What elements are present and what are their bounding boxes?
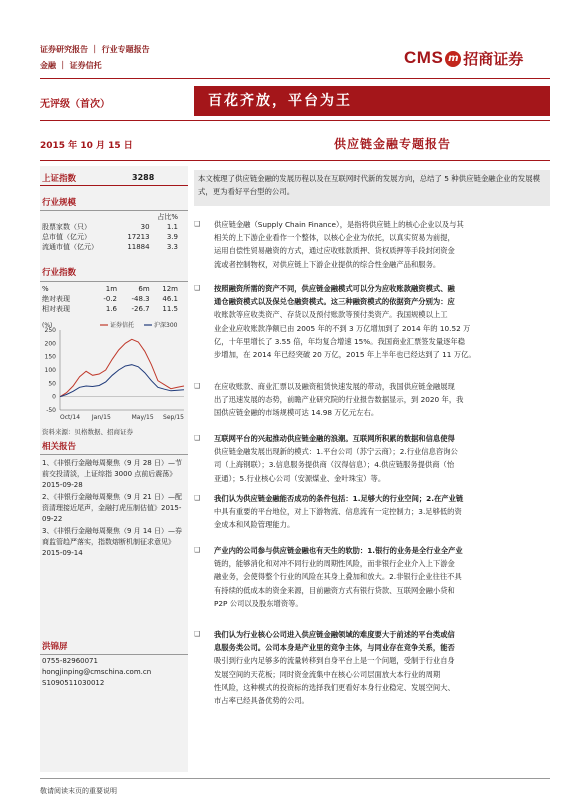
logo-emblem-icon: m (445, 51, 461, 67)
analyst-email[interactable]: hongjinping@cmschina.com.cn (42, 668, 152, 676)
bullet-square-icon: ❑ (194, 382, 201, 390)
bullet-line: 运用自偿性贸易融资的方式，通过应收账款质押、货权质押等手段封闭资金 (214, 246, 455, 256)
report-date: 2015 年 10 月 15 日 (40, 141, 133, 151)
perf-value: -48.3 (131, 295, 150, 303)
perf-header: 行业指数 (42, 268, 77, 278)
reports-header: 相关报告 (42, 442, 77, 452)
scale-value: 11884 (127, 243, 150, 251)
bullet-line: 产业内的公司参与供应链金融也有天生的软肋：1.银行的业务是全行业全产业 (214, 546, 463, 555)
x-tick-label: May/15 (131, 414, 154, 421)
bullet-line: 供应链金融（Supply Chain Finance），是指将供应链上的核心企业以及与其 (214, 220, 464, 229)
bullet-line: 按照融资所需的资产不同，供应链金融模式可以分为应收账款融资模式、融 (214, 284, 455, 293)
x-tick-label: Sep/15 (163, 414, 184, 421)
report-sector: 金融 ｜ 证券信托 (40, 61, 102, 70)
bullet-item (194, 628, 550, 707)
related-report-2[interactable]: 2、《非银行金融每周聚焦（9 月 21 日）—配资清理接近尾声，金融打虎压制估值》2015-09-22 (42, 493, 182, 523)
headline: 百花齐放，平台为王 (208, 93, 352, 109)
y-tick-label: 150 (44, 353, 56, 361)
scale-col-header: 占比% (157, 213, 178, 221)
bullet-item (194, 492, 550, 532)
index-value: 3288 (132, 173, 155, 182)
bullet-line: 性风险，这种模式的投资标的选择我们更看好本身行业稳定、发展空间大、 (214, 682, 455, 692)
logo-latin: CMS (404, 48, 444, 67)
scale-value: 30 (140, 223, 150, 231)
summary-box (194, 170, 550, 206)
perf-label: 相对表现 (42, 305, 70, 313)
logo-chinese: 招商证券 (463, 50, 524, 68)
scale-divider (40, 210, 188, 211)
bullet-line: 收账款等应收类资产、存货以及预付账款等预付类资产。我国规模以上工 (214, 310, 448, 320)
bullet-line: 融业务，会使得整个行业的风险在其身上叠加和放大。2.非银行企业往往不具 (214, 572, 462, 582)
bullet-line: 金成本和风险管理能力。 (214, 520, 295, 530)
footer-note: 敬请阅读末页的重要说明 (40, 787, 117, 795)
bullet-line: 我们认为供应链金融能否成功的条件包括：1.足够大的行业空间；2.在产业链 (214, 494, 464, 503)
rating: 无评级（首次） (40, 99, 110, 110)
bullet-line: 相关的上下游企业看作一个整体，以核心企业为依托，以真实贸易为前提， (214, 233, 455, 243)
scale-header: 行业规模 (42, 198, 77, 208)
perf-value: 46.1 (162, 295, 178, 303)
bullet-line: 步增加，在 2014 年已经突破 20 万亿，2015 年上半年也已经达到了 11 万亿。 (214, 350, 476, 360)
scale-pct: 1.1 (166, 223, 178, 231)
table-row (42, 222, 178, 232)
header-rule (40, 78, 550, 79)
bullet-line: 互联网平台的兴起推动供应链金融的浪潮。互联网所积累的数据和信息使得 (214, 434, 455, 443)
perf-label: 绝对表现 (42, 295, 70, 303)
perf-value: -26.7 (131, 305, 150, 313)
perf-value: 1.6 (105, 305, 118, 313)
scale-table (42, 212, 178, 252)
bullet-line: 发展空间的天花板；同时资金流集中在核心公司层面放大本行业的周期 (214, 669, 441, 679)
perf-value: -0.2 (103, 295, 118, 303)
bullet-line: 有持续的低成本的资金来源，目前融资方式有银行贷款、互联网金融小贷和 (214, 585, 455, 595)
scale-pct: 3.9 (166, 233, 178, 241)
bullet-line: 亿，十年里增长了 3.55 倍，年均复合增速 15%。我国商业汇票签发量逐年稳 (214, 336, 466, 346)
y-tick-label: -50 (46, 407, 56, 414)
analyst-divider (40, 654, 188, 655)
scale-label: 流通市值（亿元） (42, 243, 98, 251)
table-row (42, 304, 178, 314)
scale-pct: 3.3 (166, 243, 178, 251)
bullet-square-icon: ❑ (194, 434, 201, 442)
bullet-square-icon: ❑ (194, 494, 201, 502)
bullet-line: 链的，能够消化和对冲不同行业的周期性风险，而非银行企业介入上下游金 (214, 559, 455, 569)
bullet-line: 业企业应收账款净额已由 2005 年的不到 3 万亿增加到了 2014 年的 10.52 万 (214, 323, 471, 333)
date-rule (40, 160, 550, 161)
scale-label: 总市值（亿元） (42, 233, 91, 241)
title-rule (40, 120, 550, 121)
bullet-line: 流或者控制物权，对供应链上下游企业提供的综合性金融产品和服务。 (214, 259, 441, 269)
related-report-3[interactable]: 3、《非银行金融每周聚焦（9 月 14 日）—券商监管趋严落实，指数熔断机制征求意见》2015-09-14 (42, 527, 182, 557)
y-tick-label: 250 (44, 327, 56, 334)
legend-label: 证券信托 (110, 322, 135, 329)
report-title: 供应链金融专题报告 (334, 137, 452, 151)
analyst-phone: 0755-82960071 (42, 657, 98, 665)
index-label: 上证指数 (42, 174, 77, 184)
perf-col: 12m (162, 285, 178, 293)
bullet-item (194, 218, 550, 271)
report-type: 证券研究报告 ｜ 行业专题报告 (40, 45, 150, 54)
bullet-line: 供应链金融发展出现新的模式：1.平台公司（苏宁云商）；2.行业信息咨询公 (214, 447, 458, 457)
scale-value: 17213 (127, 233, 150, 241)
table-row (42, 242, 178, 252)
perf-col: % (42, 285, 49, 293)
bullet-line: 我们认为行业核心公司进入供应链金融领域的难度要大于前述的平台类或信 (214, 630, 455, 639)
bullet-line: 在应收账款、商业汇票以及融资租赁快速发展的带动，我国供应链金融展现 (214, 382, 455, 391)
bullet-line: 亚通）；5.行业核心公司（安源煤业、金叶珠宝）等。 (214, 473, 386, 483)
bullet-square-icon: ❑ (194, 220, 201, 228)
bullet-item (194, 544, 550, 610)
bullet-line: 中具有重要的平台地位，对上下游物流、信息流有一定控制力；3.足够低的资 (214, 507, 462, 517)
bullet-line: 市占率已经具备优势的公司。 (214, 696, 309, 706)
summary-text: 本文梳理了供应链金融的发展历程以及在互联网时代新的发展方向，总结了 5 种供应链金融企业的发展模式，更为看好平台型的公司。 (198, 174, 540, 196)
index-chart (40, 318, 188, 424)
bullet-line: 出了迅速发展的态势，前瞻产业研究院的行业报告数据显示，到 2020 年，我 (214, 395, 464, 405)
y-tick-label: 0 (52, 393, 56, 401)
y-axis-label: (%) (42, 322, 53, 329)
bullet-square-icon: ❑ (194, 546, 201, 554)
legend-label: 沪深300 (154, 322, 178, 329)
bullet-item (194, 432, 550, 485)
perf-col: 1m (105, 285, 118, 293)
perf-value: 11.5 (162, 305, 178, 313)
y-tick-label: 100 (44, 367, 56, 374)
bullet-line: 吸引到行业内足够多的流量转移到自身平台上是一个问题，受制于行业自身 (214, 656, 455, 666)
bullet-line: 息服务类公司。公司本身是产业里的竞争主体，与同业存在竞争关系，能否 (214, 643, 455, 653)
brand-logo (404, 48, 523, 69)
x-tick-label: Jan/15 (91, 414, 111, 421)
bullet-item (194, 282, 550, 361)
bullet-square-icon: ❑ (194, 284, 201, 292)
perf-col: 6m (138, 285, 150, 293)
reports-divider (40, 454, 188, 455)
perf-divider (40, 281, 188, 282)
bullet-line: 通仓融资模式以及保兑仓融资模式。这三种融资模式的依据资产分别为：应 (214, 297, 455, 307)
bullet-square-icon: ❑ (194, 630, 201, 638)
analyst-name: 洪锦屏 (42, 642, 68, 652)
bullet-line: 司（上海钢联）；3.信息服务提供商（汉得信息）；4.供应链服务提供商（怡 (214, 460, 455, 470)
perf-table (42, 284, 178, 314)
series-line-2 (60, 365, 184, 397)
y-tick-label: 200 (44, 340, 56, 348)
headline-bar (194, 86, 550, 116)
scale-label: 股票家数（只） (42, 223, 91, 231)
bullet-item (194, 380, 550, 420)
footer-rule (40, 778, 550, 779)
analyst-cert: S1090511030012 (42, 679, 105, 687)
related-report-1[interactable]: 1、《非银行金融每周聚焦（9 月 28 日）—节前交投清淡，上证综指 3000 点前后震荡》2015-09-28 (42, 459, 182, 489)
chart-source: 资料来源：贝格数据、招商证券 (42, 428, 133, 436)
bullet-line: P2P 公司以及股东增资等。 (214, 598, 303, 608)
table-row (42, 232, 178, 242)
index-rule (40, 185, 188, 186)
x-tick-label: Oct/14 (60, 414, 81, 421)
table-row (42, 294, 178, 304)
y-tick-label: 50 (48, 380, 56, 388)
bullet-line: 国供应链金融的市场规模可达 14.98 万亿元左右。 (214, 408, 379, 418)
